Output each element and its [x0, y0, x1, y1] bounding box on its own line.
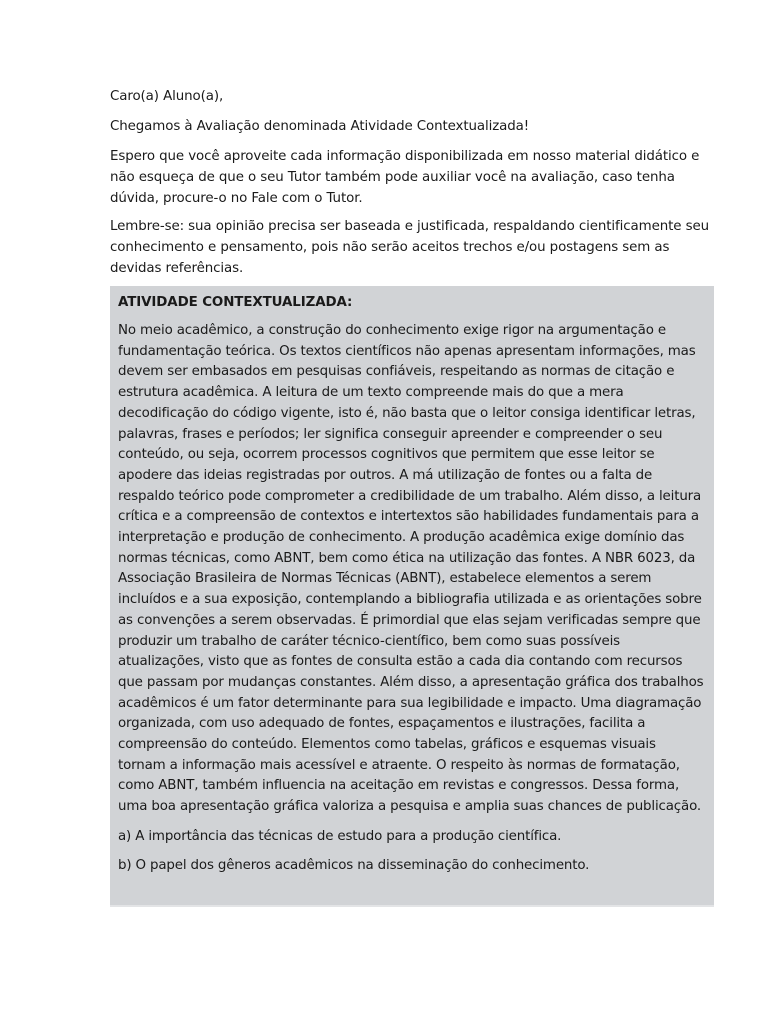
activity-box	[110, 286, 714, 907]
greeting-text: Caro(a) Aluno(a),	[110, 89, 224, 104]
activity-title: ATIVIDADE CONTEXTUALIZADA:	[118, 295, 353, 310]
intro-section	[110, 86, 714, 279]
document-page	[110, 86, 714, 907]
paragraph-remember: Lembre-se: sua opinião precisa ser baseada e justificada, respaldando cientificamente seu conhecimento e pensamento, pois não serão aceitos trechos e/ou postagens sem as devidas referências.	[110, 219, 709, 276]
intro-line: Chegamos à Avaliação denominada Atividade Contextualizada!	[110, 119, 530, 134]
activity-body: No meio acadêmico, a construção do conhecimento exige rigor na argumentação e fundamentação teórica. Os textos científicos não apenas apresentam informações, mas devem ser embasados em pesquisas confiáveis, respeitando as normas de citação e estrutura acadêmica. A leitura de um texto compreende mais do que a mera decodificação do código vigente, isto é, não basta que o leitor consiga identificar letras, palavras, frases e períodos; ler significa conseguir apreender e compreender o seu conteúdo, ou seja, ocorrem processos cognitivos que permitem que esse leitor se apodere das ideias registradas por outros. A má utilização de fontes ou a falta de respaldo teórico pode comprometer a credibilidade de um trabalho. Além disso, a leitura crítica e a compreensão de contextos e intertextos são habilidades fundamentais para a interpretação e produção de conhecimento. A produção acadêmica exige domínio das normas técnicas, como ABNT, bem como ética na utilização das fontes. A NBR 6023, da Associação Brasileira de Normas Técnicas (ABNT), estabelece elementos a serem incluídos e a sua exposição, contemplando a bibliografia utilizada e as orientações sobre as convenções a serem observadas. É primordial que elas sejam verificadas sempre que produzir um trabalho de caráter técnico-científico, bem como suas possíveis atualizações, visto que as fontes de consulta estão a cada dia contando com recursos que passam por mudanças constantes. Além disso, a apresentação gráfica dos trabalhos acadêmicos é um fator determinante para sua legibilidade e impacto. Uma diagramação organizada, com uso adequado de fontes, espaçamentos e ilustrações, facilita a compreensão do conteúdo. Elementos como tabelas, gráficos e esquemas visuais tornam a informação mais acessível e atraente. O respeito às normas de formatação, como ABNT, também influencia na aceitação em revistas e congressos. Dessa forma, uma boa apresentação gráfica valoriza a pesquisa e amplia suas chances de publicação.	[118, 323, 704, 815]
paragraph-hope: Espero que você aproveite cada informação disponibilizada em nosso material didático e não esqueça de que o seu Tutor também pode auxiliar você na avaliação, caso tenha dúvida, procure-o no Fale com o Tutor.	[110, 149, 700, 206]
activity-item-a: a) A importância das técnicas de estudo para a produção científica.	[118, 828, 562, 844]
activity-item-b: b) O papel dos gêneros acadêmicos na disseminação do conhecimento.	[118, 857, 590, 873]
